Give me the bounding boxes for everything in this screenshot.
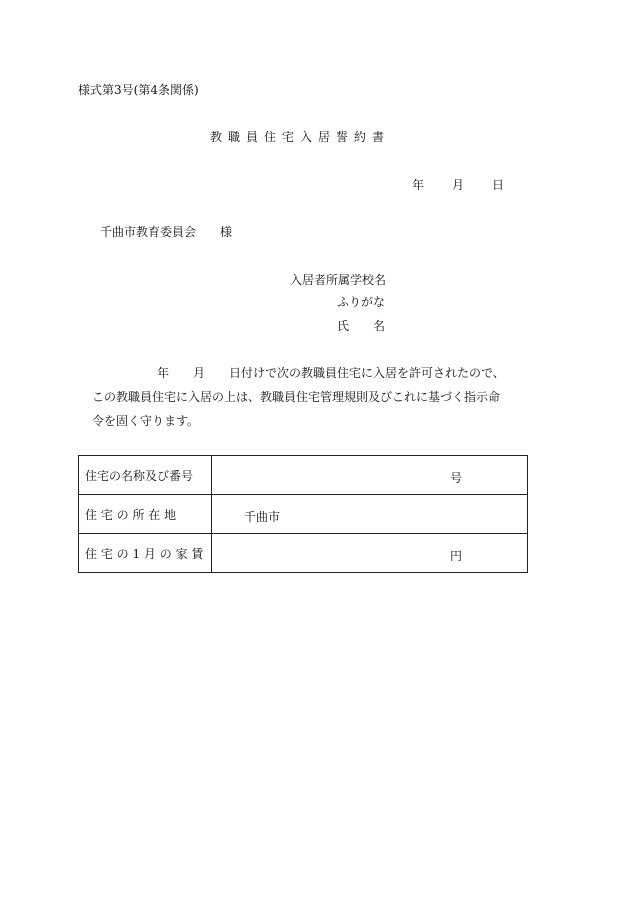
date-year-label: 年 bbox=[412, 178, 425, 192]
applicant-name-label: 氏 名 bbox=[336, 319, 385, 333]
table-row bbox=[79, 456, 528, 495]
date-line bbox=[412, 179, 504, 191]
pledge-text-line-1: 年 月 日付けで次の教職員住宅に入居を許可されたので、 bbox=[157, 366, 505, 380]
housing-info-table bbox=[78, 455, 528, 573]
row-value-address[interactable] bbox=[212, 495, 528, 534]
row-label-monthly-rent: 住 宅 の 1 月 の 家 賃 bbox=[79, 534, 212, 573]
row-label-address: 住 宅 の 所 在 地 bbox=[79, 495, 212, 534]
address-value: 千曲市 bbox=[244, 510, 281, 524]
applicant-furigana-label: ふりがな bbox=[336, 295, 385, 309]
row-value-monthly-rent[interactable] bbox=[212, 534, 528, 573]
row-label-housing-name: 住宅の名称及び番号 bbox=[79, 456, 212, 495]
form-number: 様式第3号(第4条関係) bbox=[78, 83, 199, 97]
pledge-text-line-2: この教職員住宅に入居の上は、教職員住宅管理規則及びこれに基づく指示命 bbox=[92, 390, 501, 404]
table-row bbox=[79, 534, 528, 573]
pledge-text-line-3: 令を固く守ります。 bbox=[92, 414, 200, 428]
table-row bbox=[79, 495, 528, 534]
row-value-housing-name[interactable] bbox=[212, 456, 528, 495]
date-month-label: 月 bbox=[452, 178, 465, 192]
date-day-label: 日 bbox=[492, 178, 505, 192]
applicant-school-label: 入居者所属学校名 bbox=[290, 273, 387, 287]
document-title: 教職員住宅入居誓約書 bbox=[209, 130, 390, 144]
rent-yen-suffix: 円 bbox=[450, 549, 463, 563]
housing-number-suffix: 号 bbox=[450, 471, 463, 485]
addressee: 千曲市教育委員会 様 bbox=[100, 225, 233, 239]
